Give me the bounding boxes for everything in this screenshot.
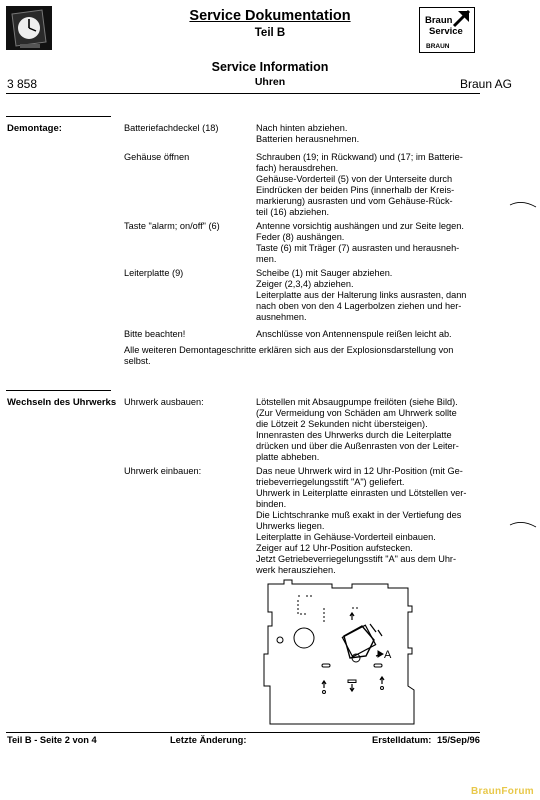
info-title: Service Information — [211, 60, 329, 74]
circuit-board-figure — [262, 578, 422, 726]
footer-created-date: 15/Sep/96 — [437, 735, 480, 745]
row-label: Gehäuse öffnen — [124, 152, 190, 162]
row-label: Bitte beachten! — [124, 329, 186, 339]
row-text: Lötstellen mit Absaugpumpe freilöten (siehe Bild). (Zur Vermeidung von Schäden am Uhrwerk sollte die Lötzeit 2 Sekunden nicht übersteigen). Innenrasten des Uhrwerks durch die Leiterplatte drücken und über die Außenrasten von der Leiter- platte abheben. — [256, 397, 459, 462]
watermark: BraunForum — [471, 786, 534, 797]
company-name: Braun AG — [459, 77, 512, 91]
row-text: Scheibe (1) mit Sauger abziehen. Zeiger (2,3,4) abziehen. Leiterplatte aus der Halterung links ausrasten, dann nach oben von den 4 Lagerbolzen ziehen und her- ausnehmen. — [256, 268, 467, 322]
section-note: Alle weiteren Demontageschritte erklären sich aus der Explosionsdarstellung von selbst. — [124, 345, 454, 366]
section-title-demontage: Demontage: — [7, 123, 62, 134]
subject: Uhren — [254, 76, 286, 88]
header-rule — [6, 93, 480, 94]
section-rule — [6, 390, 111, 391]
logo-text-braun: Braun — [425, 15, 453, 26]
row-text: Nach hinten abziehen. Batterien herausnehmen. — [256, 123, 360, 144]
braun-service-logo — [419, 7, 475, 53]
row-text: Das neue Uhrwerk wird in 12 Uhr-Position (mit Ge- triebeverriegelungsstift "A") geliefert. Uhrwerk in Leiterplatte einrasten und Lötstellen ver- binden. Die Lichtschranke muß exakt in der Vertiefung des Uhrwerks liegen. Leiterplatte in Gehäuse-Vorderteil einbauen. Zeiger auf 12 Uhr-Position aufstecken. Jetzt Getriebeverriegelungsstift "A" aus dem Uhr- werk herausziehen. — [256, 466, 467, 575]
section-rule — [6, 116, 111, 117]
row-label: Leiterplatte (9) — [124, 268, 184, 278]
row-text: Anschlüsse von Antennenspule reißen leicht ab. — [256, 329, 452, 339]
row-label: Taste "alarm; on/off" (6) — [124, 221, 220, 231]
footer-page: Teil B - Seite 2 von 4 — [7, 735, 97, 745]
document-title: Service Dokumentation — [189, 8, 351, 24]
board-outline — [264, 580, 414, 724]
document-part: Teil B — [254, 27, 286, 39]
section-title-uhrwerk: Wechseln des Uhrwerks — [7, 397, 117, 408]
row-label: Uhrwerk einbauen: — [124, 466, 202, 476]
scan-mark — [508, 196, 538, 214]
logo-text-braun-small: BRAUN — [426, 43, 450, 50]
row-label: Uhrwerk ausbauen: — [124, 397, 204, 407]
figure-label-a: A — [384, 649, 392, 661]
document-number: 3 858 — [7, 77, 38, 91]
row-text: Antenne vorsichtig aushängen und zur Seite legen. Feder (8) aushängen. Taste (6) mit Träger (7) ausrasten und herausneh- men. — [256, 221, 464, 264]
row-text: Schrauben (19; in Rückwand) und (17; im Batterie- fach) herausdrehen. Gehäuse-Vorderteil (5) von der Unterseite durch Eindrücken der beiden Pins (innerhalb der Kreis- markierung) ausrasten und vom Gehäuse-Rück- teil (16) abziehen. — [256, 152, 463, 217]
row-label: Batteriefachdeckel (18) — [124, 123, 219, 133]
round-pad — [294, 628, 314, 648]
footer-created-label: Erstelldatum: — [372, 735, 432, 745]
logo-text-service: Service — [429, 26, 463, 37]
footer-last-change: Letzte Änderung: — [170, 735, 247, 745]
scan-mark — [508, 516, 538, 534]
footer-rule — [6, 732, 480, 733]
